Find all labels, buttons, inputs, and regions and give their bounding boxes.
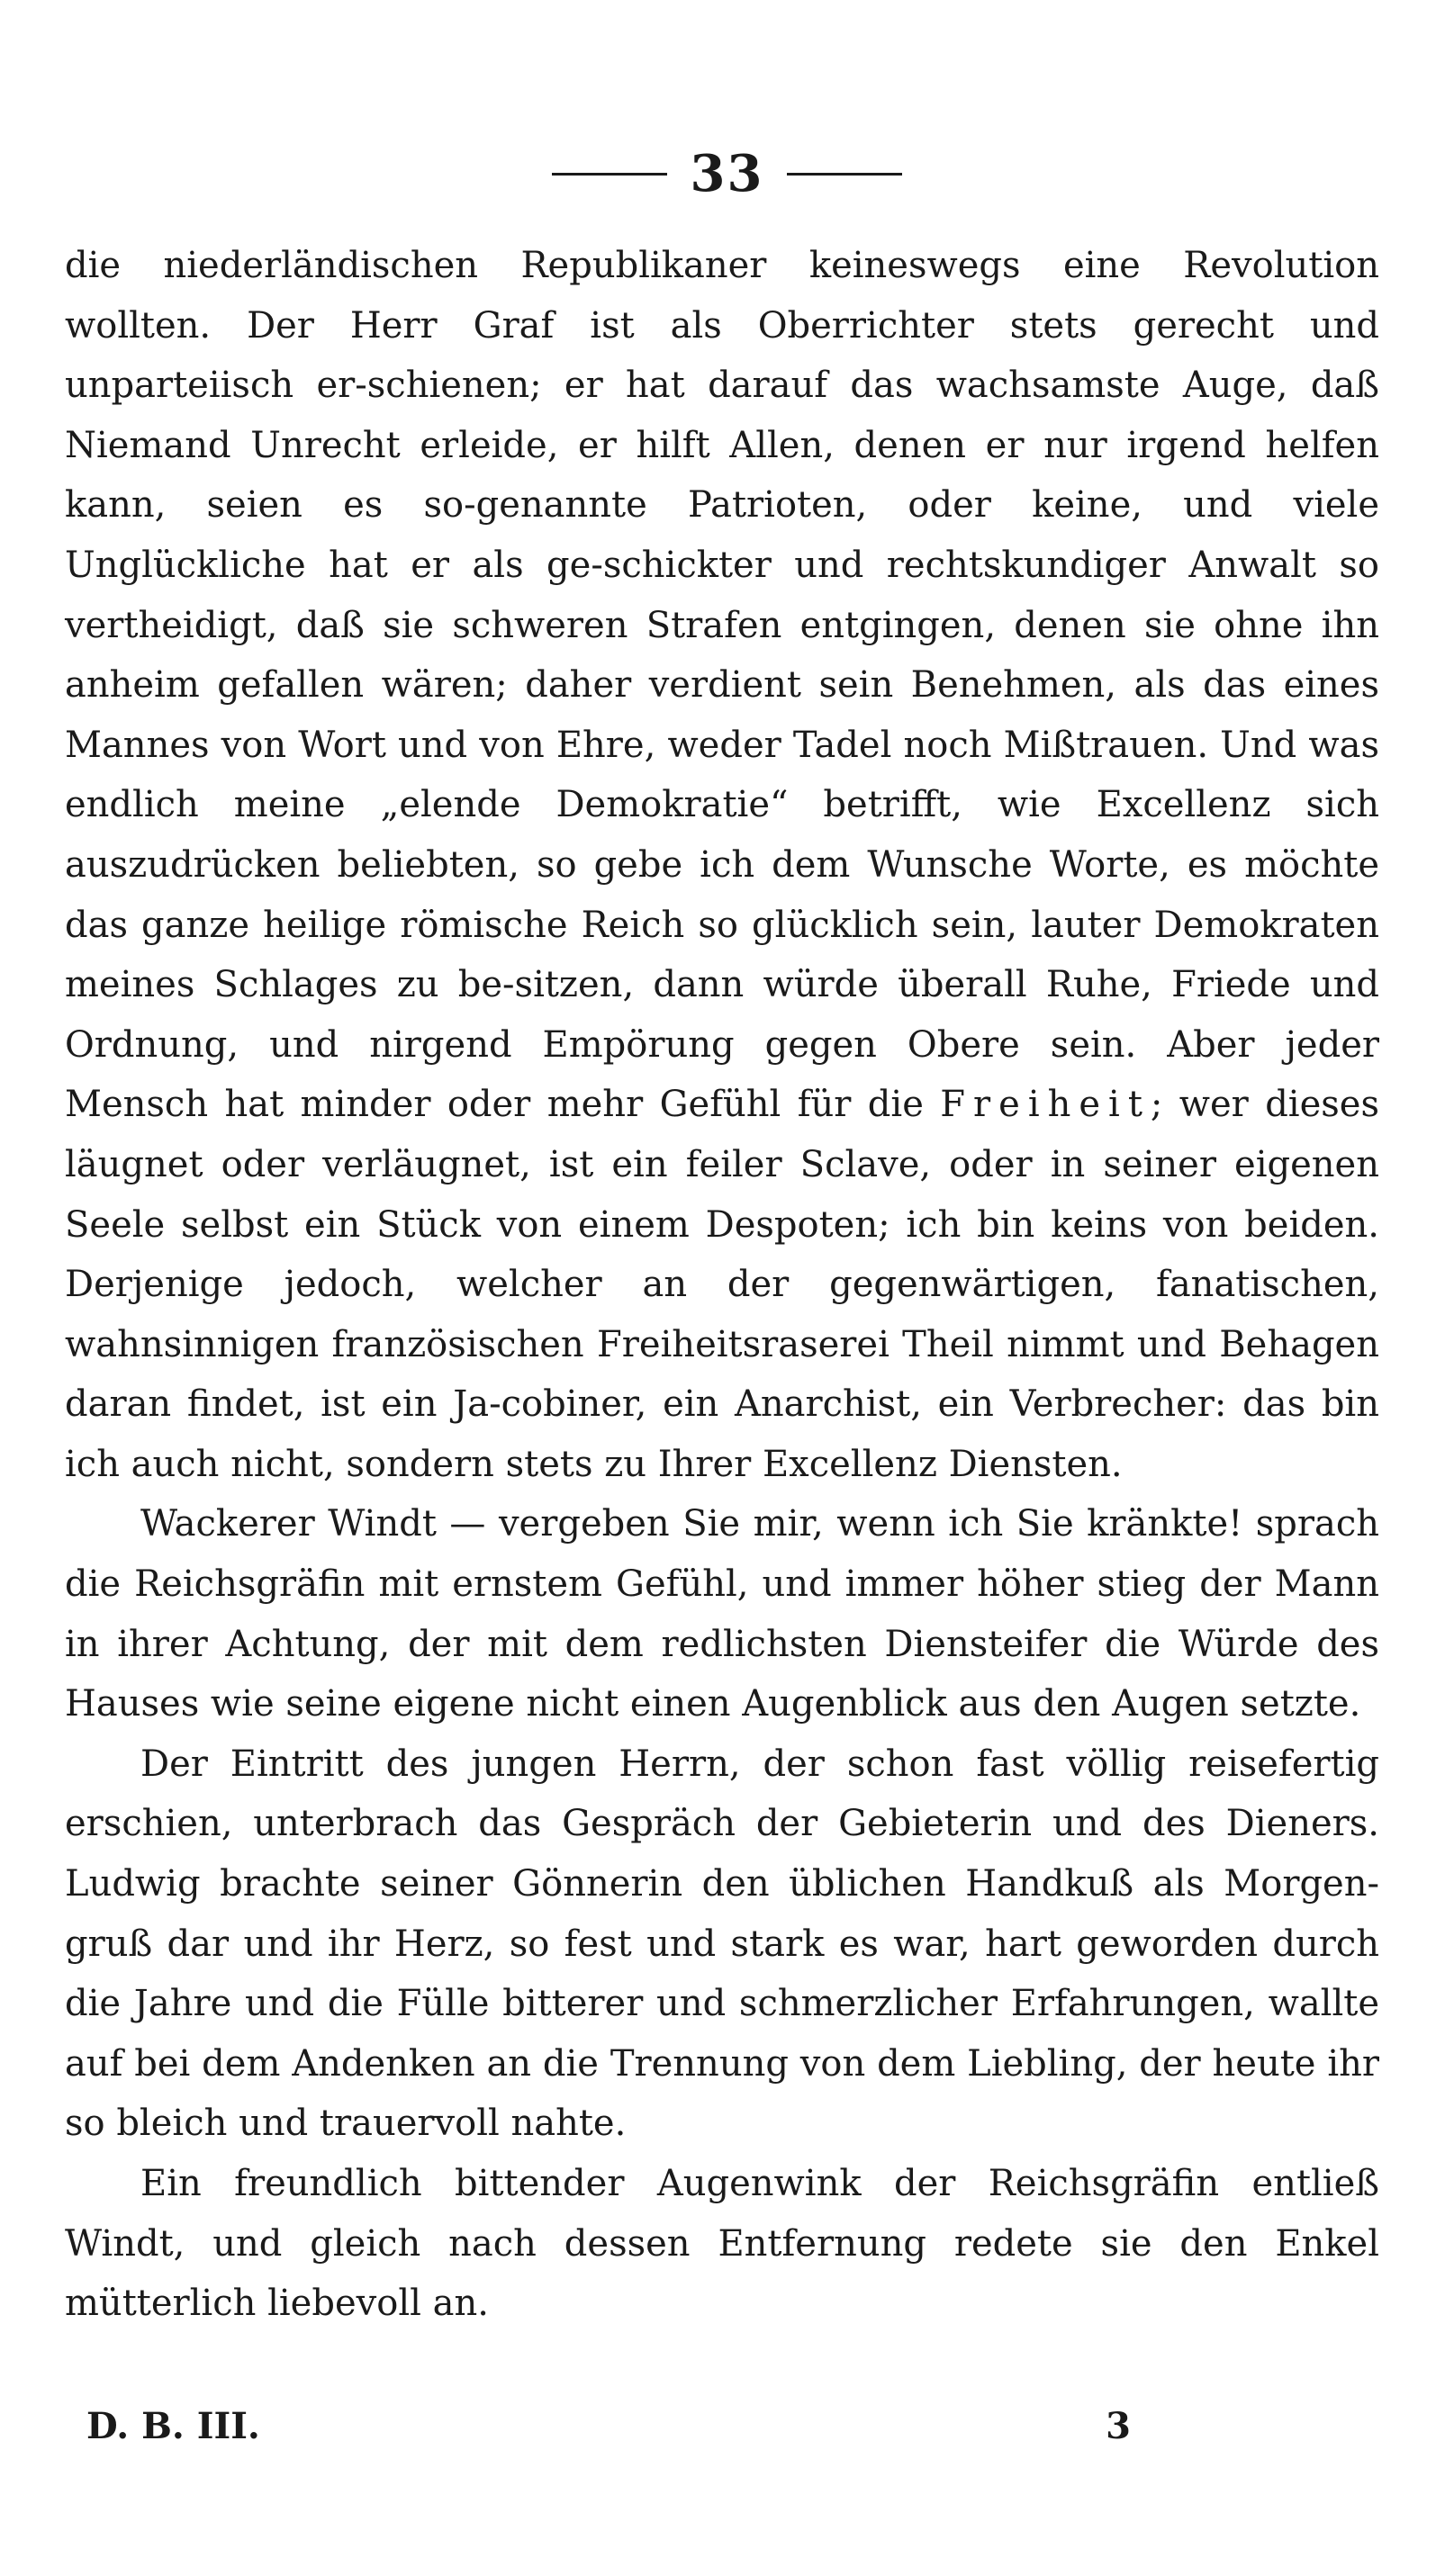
page-number: 33 <box>690 144 764 203</box>
paragraph-1-text-after: ; wer dieses läugnet oder verläugnet, ist ein feiler Sclave, oder in seiner eigenen Seele selbst ein Stück von einem Despoten; ich bin keins von beiden. Derjenige jedoch, welcher an der gegenwärtigen, fanatischen, wahnsinnigen französischen Freiheitsraserei Theil nimmt und Behagen daran findet, ist ein Ja-cobiner, ein Anarchist, ein Verbrecher: das bin ich auch nicht, sondern stets zu Ihrer Excellenz Diensten. <box>65 1084 1379 1485</box>
sheet-number: 3 <box>1106 2405 1131 2447</box>
header-dash-left <box>552 173 667 176</box>
paragraph-3: Der Eintritt des jungen Herrn, der schon fast völlig reisefertig erschien, unterbrach das Gespräch der Gebieterin und des Dieners. Ludwig brachte seiner Gönnerin den üblichen Handkuß als Morgen-gruß dar und ihr Herz, so fest und stark es war, hart geworden durch die Jahre und die Fülle bitterer und schmerzlicher Erfahrungen, wallte auf bei dem Andenken an die Trennung von dem Liebling, der heute ihr so bleich und trauervoll nahte. <box>65 1743 1379 2145</box>
spaced-word: Freiheit <box>940 1084 1151 1126</box>
paragraph-1 <box>65 236 1379 1494</box>
paragraph-1-text-before: die niederländischen Republikaner keineswegs eine Revolution wollten. Der Herr Graf ist als Oberrichter stets gerecht und unparteiisch er-schienen; er hat darauf das wachsamste Auge, daß Niemand Unrecht erleide, er hilft Allen, denen er nur irgend helfen kann, seien es so-genannte Patrioten, oder keine, und viele Unglückliche hat er als ge-schickter und rechtskundiger Anwalt so vertheidigt, daß sie schweren Strafen entgingen, denen sie ohne ihn anheim gefallen wären; daher verdient sein Benehmen, als das eines Mannes von Wort und von Ehre, weder Tadel noch Mißtrauen. Und was endlich meine „elende Demokratie“ betrifft, wie Excellenz sich auszudrücken beliebten, so gebe ich dem Wunsche Worte, es möchte das ganze heilige römische Reich so glücklich sein, lauter Demokraten meines Schlages zu be-sitzen, dann würde überall Ruhe, Friede und Ordnung, und nirgend Empörung gegen Obere sein. Aber jeder Mensch hat minder oder mehr Gefühl für die <box>65 245 1379 1126</box>
page-footer <box>86 2405 1131 2447</box>
signature-mark: D. B. III. <box>86 2405 260 2447</box>
paragraph-2: Wackerer Windt — vergeben Sie mir, wenn ich Sie kränkte! sprach die Reichsgräfin mit ernstem Gefühl, und immer höher stieg der Mann in ihrer Achtung, der mit dem redlichsten Diensteifer die Würde des Hauses wie seine eigene nicht einen Augenblick aus den Augen setzte. <box>65 1503 1379 1725</box>
header-dash-right <box>787 173 902 176</box>
paragraph-4: Ein freundlich bittender Augenwink der Reichsgräfin entließ Windt, und gleich nach dessen Entfernung redete sie den Enkel mütterlich liebevoll an. <box>65 2163 1379 2325</box>
page-body <box>65 236 1379 2334</box>
page-header <box>0 142 1454 205</box>
